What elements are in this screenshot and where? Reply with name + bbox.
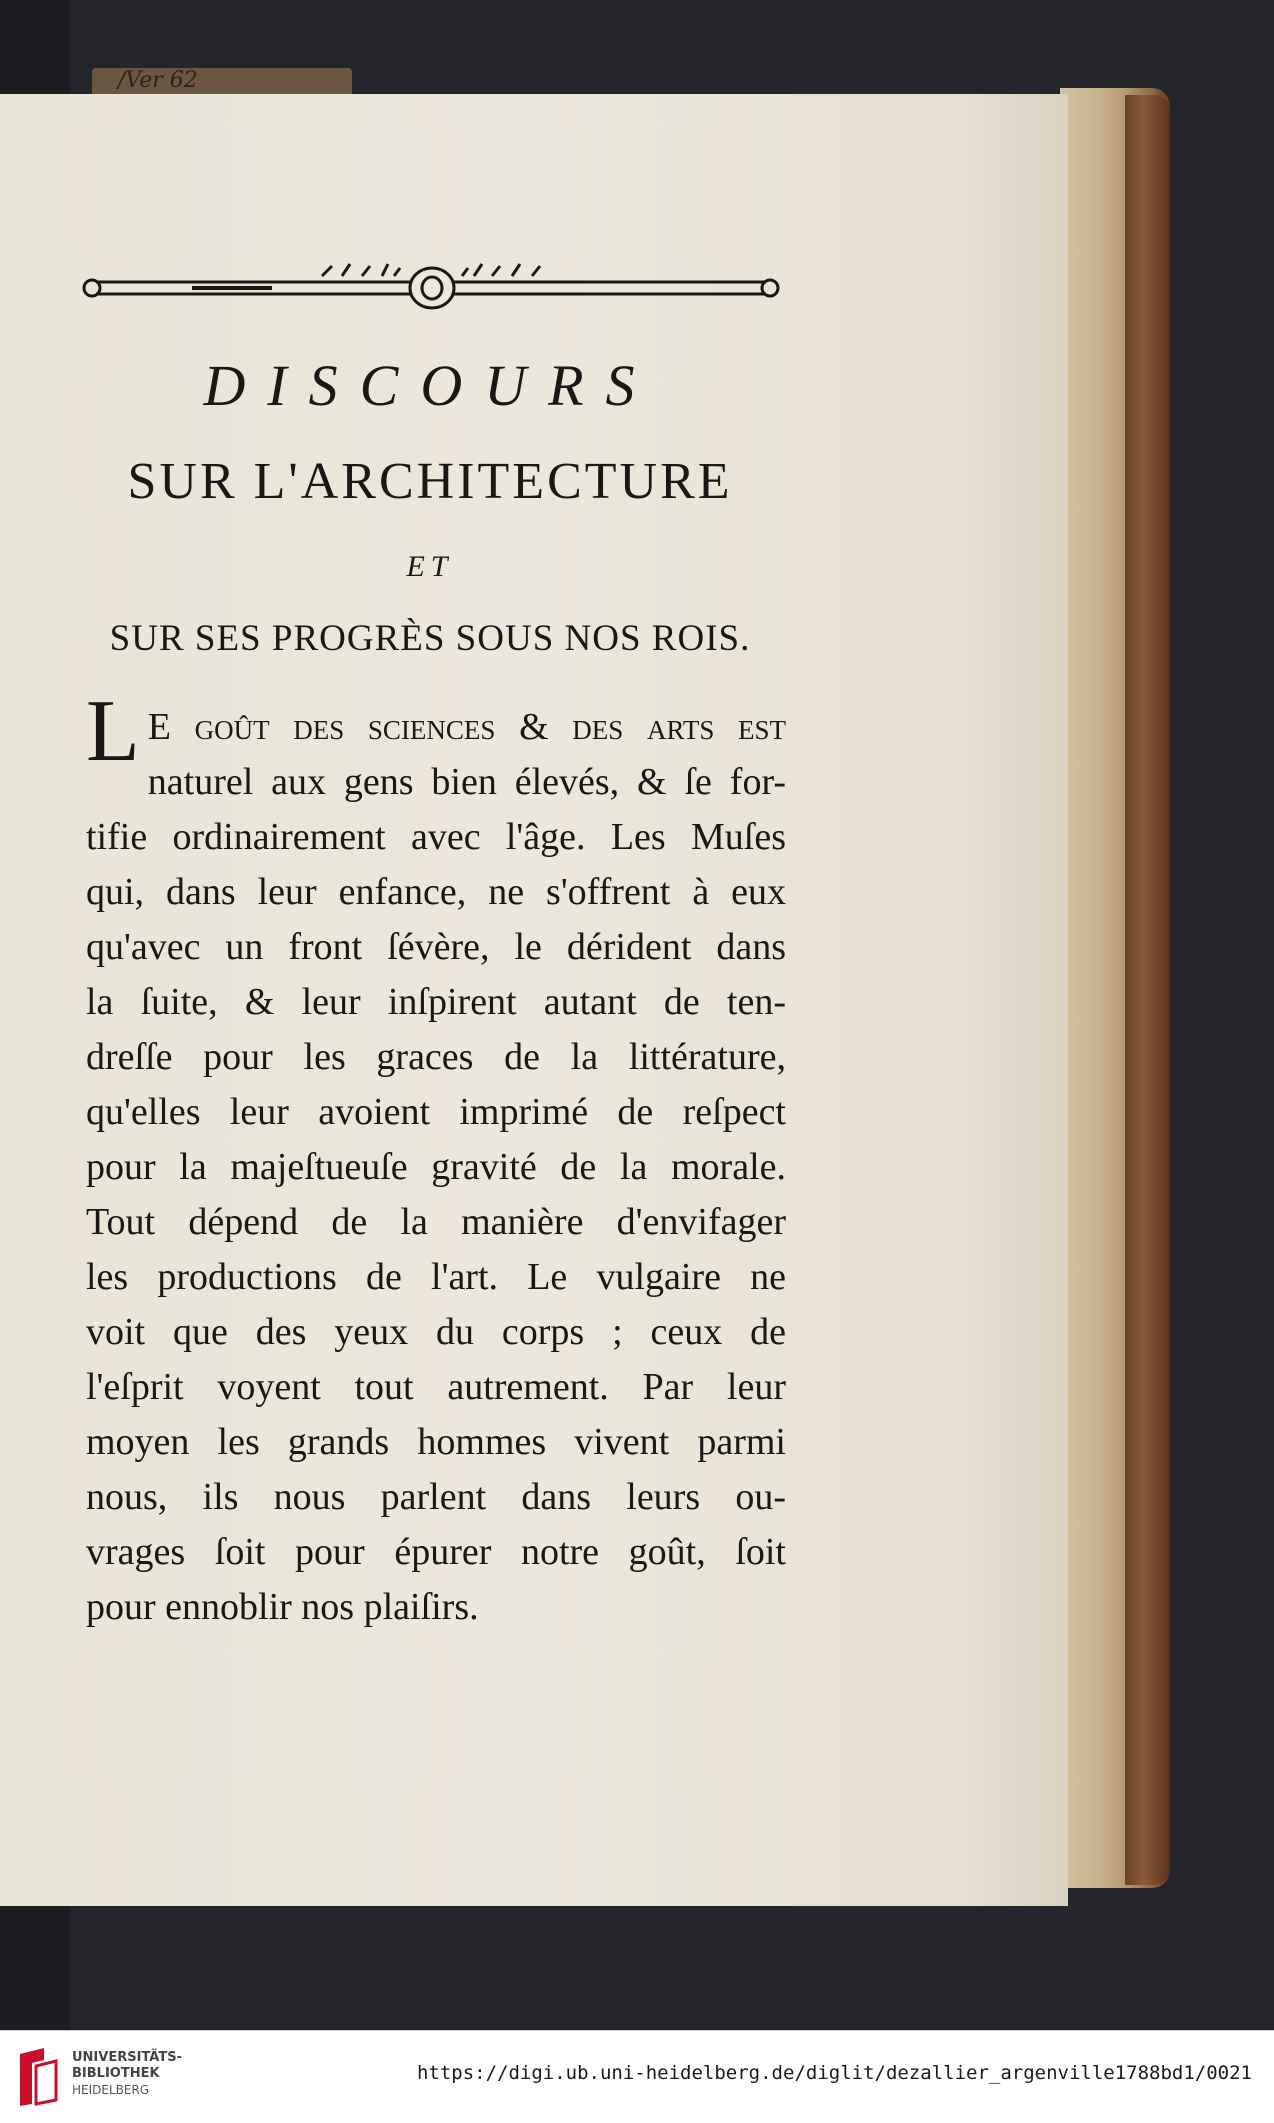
library-name[interactable] [72, 2050, 182, 2098]
title-architecture: SUR L'ARCHITECTURE [127, 453, 733, 510]
text-line: pour la majeſtueuſe gravité de la morale. [86, 1146, 786, 1188]
text-line: qui, dans leur enfance, ne s'offrent à eux [86, 871, 786, 913]
title-progres: SUR SES PROGRÈS SOUS NOS ROIS. [109, 618, 751, 659]
text-line: dreſſe pour les graces de la littérature, [86, 1036, 786, 1078]
headpiece-ornament [82, 262, 780, 314]
text-line: voit que des yeux du corps ; ceux de [86, 1311, 786, 1353]
library-name-line2: BIBLIOTHEK [72, 2066, 160, 2081]
university-library-logo-icon[interactable] [14, 2044, 62, 2110]
text-line-last: pour ennoblir nos plaiſirs. [86, 1586, 479, 1628]
text-line: tifie ordinairement avec l'âge. Les Muſes [86, 816, 786, 858]
library-name-line3: HEIDELBERG [72, 2083, 150, 2097]
title-discours: DISCOURS [203, 353, 657, 418]
text-line: moyen les grands hommes vivent parmi [86, 1421, 786, 1463]
text-line: vrages ſoit pour épurer notre goût, ſoit [86, 1531, 786, 1573]
text-line: les productions de l'art. Le vulgaire ne [86, 1256, 786, 1298]
text-line: l'eſprit voyent tout autrement. Par leur [86, 1366, 786, 1408]
text-line: qu'avec un front ſévère, le dérident dans [86, 926, 786, 968]
permalink-url[interactable]: https://digi.ub.uni-heidelberg.de/diglit/dezallier_argenville1788bd1/0021 [416, 2062, 1252, 2084]
body-paragraph [86, 683, 786, 1635]
text-line: naturel aux gens bien élevés, & ſe for- [147, 761, 786, 803]
text-line: la ſuite, & leur inſpirent autant de ten- [86, 981, 786, 1023]
text-line-1-rest: E goût des ſciences & des arts eſt [147, 706, 786, 748]
text-line: nous, ils nous parlent dans leurs ou- [86, 1476, 786, 1518]
text-line-1 [86, 683, 786, 780]
book-cover-edge [1125, 95, 1170, 1885]
shelf-tab-note: /Ver 62 [118, 68, 198, 93]
drop-cap: L [86, 683, 140, 780]
title-et: ET [406, 550, 454, 583]
library-name-line1: UNIVERSITÄTS- [72, 2050, 182, 2065]
text-line: qu'elles leur avoient imprimé de reſpect [86, 1091, 786, 1133]
text-line: Tout dépend de la manière d'envifager [86, 1201, 786, 1243]
